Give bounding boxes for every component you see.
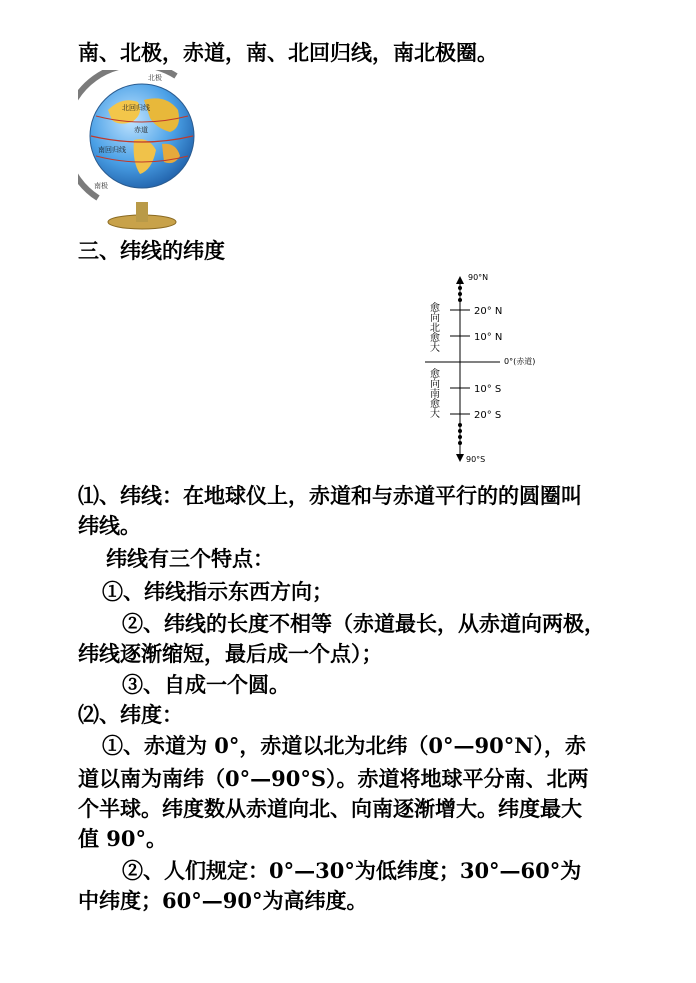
tick-label-20n: 20° N: [474, 306, 503, 317]
globe-label-tropic-capricorn: 南回归线: [98, 146, 126, 154]
para-7-line-2: 道以南为南纬（0°—90°S）。赤道将地球平分南、北两: [78, 766, 589, 791]
latitude-diagram: [420, 272, 570, 467]
para-5: ③、自成一个圆。: [122, 672, 290, 697]
para-7-line-3: 个半球。纬度数从赤道向北、向南逐渐增大。纬度最大: [78, 796, 582, 821]
side-label-north: 愈向北愈大: [427, 302, 439, 352]
para-2: 纬线有三个特点：: [106, 546, 274, 571]
globe-label-south-pole: 南极: [94, 182, 108, 190]
tick-label-10n: 10° N: [474, 332, 503, 343]
globe-label-equator: 赤道: [134, 126, 148, 134]
para-6: ⑵、纬度：: [78, 702, 183, 727]
para-4-line-2: 纬线逐渐缩短，最后成一个点）；: [78, 641, 383, 666]
intro-line: 南、北极，赤道，南、北回归线，南北极圈。: [78, 40, 498, 65]
tick-label-90n: 90°N: [468, 273, 489, 282]
globe-label-tropic-cancer: 北回归线: [122, 104, 150, 112]
para-8-line-1: ②、人们规定：0°—30°为低纬度；30°—60°为: [122, 858, 582, 883]
tick-label-equator: 0°(赤道): [504, 357, 536, 366]
globe-label-north-pole: 北极: [148, 74, 162, 82]
para-3: ①、纬线指示东西方向；: [102, 579, 333, 604]
tick-label-90s: 90°S: [466, 455, 486, 464]
para-4-line-1: ②、纬线的长度不相等（赤道最长，从赤道向两极，: [122, 611, 605, 636]
para-1-line-2: 纬线。: [78, 513, 141, 538]
tick-label-10s: 10° S: [474, 384, 502, 395]
globe-illustration: [78, 70, 206, 230]
side-label-south: 愈向南愈大: [427, 368, 439, 418]
para-7-line-4: 值 90°。: [78, 826, 168, 851]
para-1-line-1: ⑴、纬线：在地球仪上，赤道和与赤道平行的的圆圈叫: [78, 483, 582, 508]
tick-label-20s: 20° S: [474, 410, 502, 421]
section-3-heading: 三、纬线的纬度: [78, 238, 225, 263]
para-8-line-2: 中纬度；60°—90°为高纬度。: [78, 888, 368, 913]
para-7-line-1: ①、赤道为 0°，赤道以北为北纬（0°—90°N），赤: [102, 733, 586, 758]
